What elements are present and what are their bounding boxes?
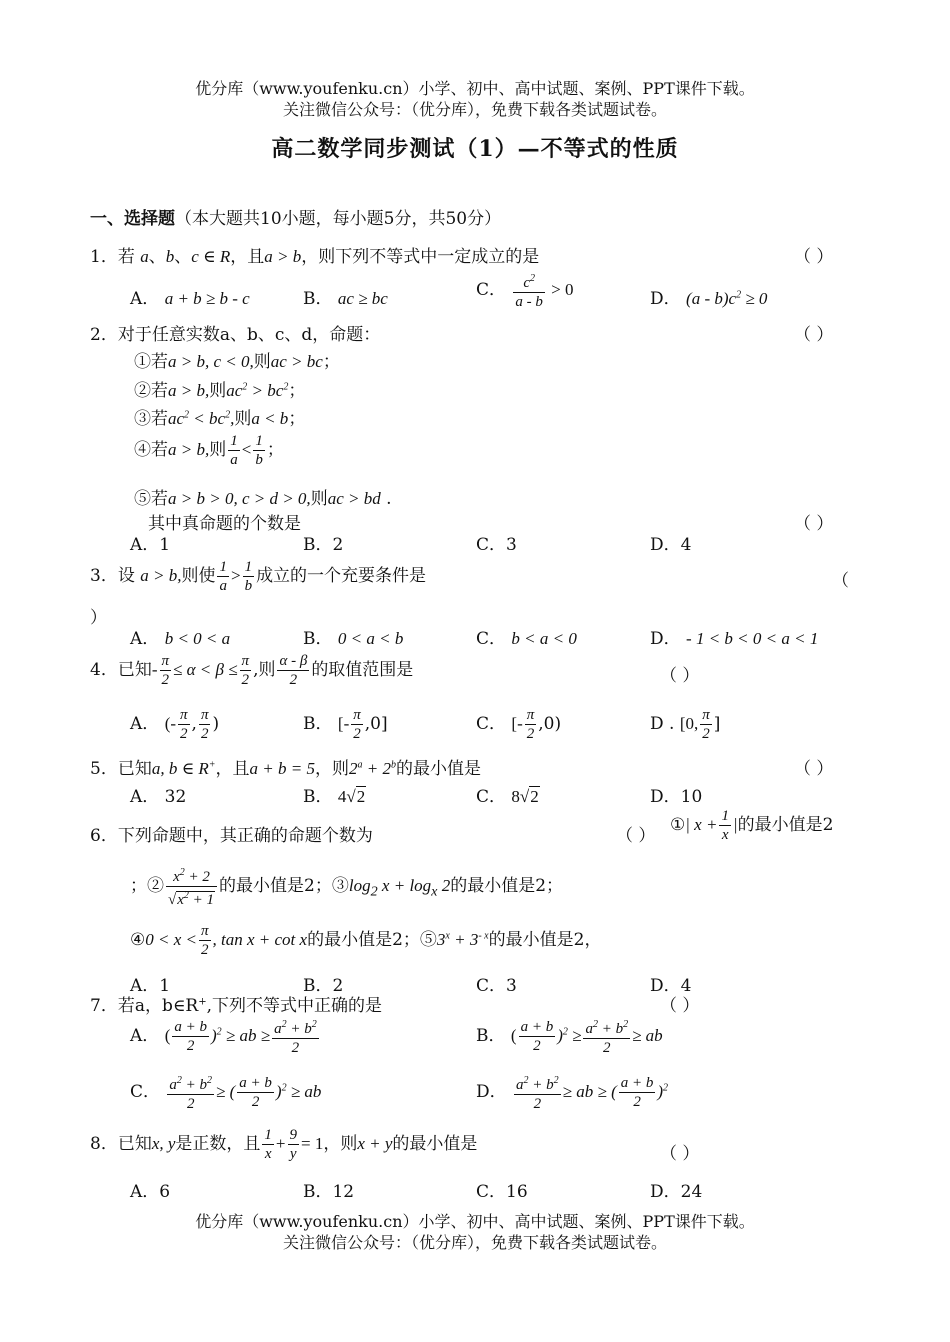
q1-c-gt: > 0 bbox=[546, 280, 574, 299]
q3-pre: 设 bbox=[117, 566, 135, 586]
q3-paren-close: ） bbox=[90, 608, 107, 628]
q7-c-f1: $\frac{a^2 + b^2}{2}$ bbox=[167, 1072, 214, 1113]
q4-b-expr: [- bbox=[337, 714, 350, 733]
q1-in: ∈ bbox=[198, 247, 220, 266]
q7-a-f1: $\frac{a + b}{2}$ bbox=[174, 1019, 207, 1054]
q1-a-expr: a + b ≥ b - c bbox=[164, 289, 250, 308]
q2-p2-ruo: 若 bbox=[151, 381, 168, 401]
q4-ze: 则 bbox=[258, 660, 276, 680]
q3-d-label: D． bbox=[650, 629, 681, 649]
q1-answer-paren: （ ） bbox=[794, 247, 834, 267]
q1-c: c bbox=[191, 247, 199, 266]
q7-d-end: )$^2$ bbox=[657, 1082, 669, 1101]
q7-post: ,下列不等式中正确的是 bbox=[206, 996, 383, 1016]
q1-b-label: B． bbox=[303, 289, 333, 309]
q4-a-f2: $\frac{\pi}{2}$ bbox=[200, 707, 209, 742]
q2-option-a: A．1 bbox=[130, 535, 171, 555]
header-banner bbox=[0, 78, 950, 120]
q6-option-b: B．2 bbox=[303, 976, 344, 996]
q3-option-b bbox=[303, 624, 403, 649]
q8-plus: + bbox=[275, 1134, 286, 1153]
q7-c-end: )$^2$ ≥ ab bbox=[275, 1082, 322, 1101]
q4-answer-paren: （ ） bbox=[660, 666, 700, 686]
q6-p2-post: 的最小值是2；③ bbox=[219, 876, 349, 896]
q3-cond: a > b, bbox=[140, 566, 182, 585]
q5-expr: $2^a + 2^b$ bbox=[349, 759, 396, 778]
q4-ineq: ≤ α < β ≤ bbox=[173, 660, 238, 679]
q1-mid: 且 bbox=[247, 247, 265, 267]
q1-d-expr: $(a - b)c^2 \ge 0$ bbox=[686, 289, 768, 308]
q2-p3-ruo: 若 bbox=[151, 409, 168, 429]
q4-minus: - bbox=[151, 660, 158, 679]
header-line-1: 优分库（www.youfenku.cn）小学、初中、高中试题、案例、PPT课件下载。 bbox=[195, 79, 755, 98]
q4-a-expr: (- bbox=[164, 714, 177, 733]
q1-stem: 1．若 a、b、c ∈ R，且a > b，则下列不等式中一定成立的是 bbox=[90, 247, 540, 267]
q6-text: 下列命题中，其正确的命题个数为 bbox=[117, 826, 373, 846]
q2-p4-frac-a: $\frac{1}{a}$ bbox=[230, 433, 238, 468]
q8-f1: $\frac{1}{x}$ bbox=[264, 1127, 272, 1162]
q5-c-expr: 8√2 bbox=[511, 787, 539, 806]
q6-p4-tan: , tan x + cot x bbox=[212, 930, 308, 949]
q6-prop-4-5 bbox=[130, 922, 601, 959]
q5-b-expr: 4√2 bbox=[337, 787, 366, 806]
q2-p5-ruo: 若 bbox=[151, 489, 168, 509]
q7-d-f1: $\frac{a^2 + b^2}{2}$ bbox=[514, 1072, 561, 1113]
q1-option-c bbox=[476, 270, 574, 311]
q1-a-label: A． bbox=[130, 289, 160, 309]
q8-answer-paren: （ ） bbox=[660, 1144, 700, 1164]
q6-p1-frac: $\frac{1}{x}$ bbox=[721, 808, 729, 843]
q7-option-b bbox=[476, 1016, 663, 1057]
q2-p3-ze: 则 bbox=[234, 409, 252, 429]
q3-number: 3． bbox=[90, 566, 118, 586]
q8-option-d: D．24 bbox=[650, 1182, 703, 1202]
q3-a-label: A． bbox=[130, 629, 160, 649]
q2-prop-1: ①若a > b, c < 0,则ac > bc； bbox=[134, 352, 340, 372]
q7-b-mid: )$^2$ ≥ bbox=[557, 1026, 582, 1045]
q7-b-end: ≥ ab bbox=[632, 1026, 663, 1045]
q8-post: 的最小值是 bbox=[392, 1134, 478, 1154]
q3-frac-a: $\frac{1}{a}$ bbox=[219, 559, 227, 594]
q7-option-a bbox=[130, 1016, 321, 1057]
q2-p4-expr: a > b, bbox=[168, 440, 210, 459]
q3-option-a bbox=[130, 624, 230, 649]
q7-b-f1: $\frac{a + b}{2}$ bbox=[520, 1019, 554, 1054]
q1-option-d bbox=[650, 284, 767, 309]
q6-p4-post: 的最小值是2；⑤ bbox=[307, 930, 437, 950]
q2-p4-num: ④ bbox=[134, 440, 151, 460]
q4-number: 4． bbox=[90, 660, 118, 680]
q4-a-label: A． bbox=[130, 714, 160, 734]
q3-frac-b: $\frac{1}{b}$ bbox=[244, 559, 253, 594]
q5-pre: 已知 bbox=[117, 759, 152, 779]
q4-d-expr: [0, bbox=[679, 714, 699, 733]
q6-p3-post: 的最小值是2； bbox=[450, 876, 564, 896]
q7-d-f2: $\frac{a + b}{2}$ bbox=[620, 1075, 654, 1110]
q6-p4-pre: ④ bbox=[130, 930, 146, 950]
q2-p5-num: ⑤ bbox=[134, 489, 151, 509]
q8-mid: 是正数，且 bbox=[175, 1134, 261, 1154]
q8-option-c: C．16 bbox=[476, 1182, 528, 1202]
q3-post: 成立的一个充要条件是 bbox=[256, 566, 427, 586]
q6-stem bbox=[90, 821, 373, 846]
q6-p5-expr: $3^x + 3^{- x}$ bbox=[436, 930, 489, 949]
q6-p4-expr: 0 < x < bbox=[145, 930, 197, 949]
q8-mid2: ，则 bbox=[323, 1134, 358, 1154]
q7-c-mid: ≥ ( bbox=[216, 1082, 236, 1101]
q7-a-p1: ( bbox=[164, 1026, 171, 1045]
q7-option-d bbox=[476, 1072, 668, 1113]
q7-stem: 7．若a，b∈R+,下列不等式中正确的是 bbox=[90, 996, 383, 1016]
q4-c-expr: [- bbox=[511, 714, 523, 733]
q3-stem bbox=[90, 558, 426, 595]
header-line-2: 关注微信公众号：（优分库），免费下载各类试题试卷。 bbox=[282, 100, 667, 119]
q5-b-label: B． bbox=[303, 787, 333, 807]
q6-p1-num: ① bbox=[670, 815, 686, 835]
q4-b-label: B． bbox=[303, 714, 333, 734]
q7-c-f2: $\frac{a + b}{2}$ bbox=[239, 1075, 272, 1110]
q6-p4-frac: $\frac{\pi}{2}$ bbox=[201, 923, 209, 958]
q4-option-b: B． [- $\frac{\pi}{2}$ ,0] bbox=[303, 707, 388, 742]
q7-a-label: A． bbox=[130, 1026, 160, 1046]
q8-option-b: B．12 bbox=[303, 1182, 355, 1202]
q4-c-f1: $\frac{\pi}{2}$ bbox=[526, 707, 535, 742]
q6-option-d: D．4 bbox=[650, 976, 692, 996]
q2-p2-num: ② bbox=[134, 381, 151, 401]
q3-c-expr: b < a < 0 bbox=[511, 629, 577, 648]
section-note: （本大题共10小题，每小题5分，共50分） bbox=[175, 209, 502, 229]
q1-d-label: D． bbox=[650, 289, 681, 309]
q7-b-p1: ( bbox=[510, 1026, 517, 1045]
footer-line-1: 优分库（www.youfenku.cn）小学、初中、高中试题、案例、PPT课件下载。 bbox=[195, 1212, 755, 1231]
section-heading bbox=[90, 204, 501, 229]
q6-number: 6． bbox=[90, 826, 118, 846]
q8-vars: x, y bbox=[151, 1134, 176, 1153]
q2-p2-ze: 则 bbox=[209, 381, 227, 401]
q5-post: 的最小值是 bbox=[395, 759, 481, 779]
q3-b-expr: 0 < a < b bbox=[337, 629, 404, 648]
q2-p1-num: ① bbox=[134, 352, 151, 372]
q4-post: 的取值范围是 bbox=[311, 660, 414, 680]
q2-number: 2． bbox=[90, 325, 118, 345]
q3-paren-open: （ bbox=[832, 571, 849, 591]
q8-number: 8． bbox=[90, 1134, 118, 1154]
q2-p3-expr: $ac^2 < bc^2$, bbox=[168, 409, 235, 428]
q4-c-label: C． bbox=[476, 714, 507, 734]
q7-answer-paren: （ ） bbox=[660, 996, 700, 1016]
q2-prop-5: ⑤若a > b > 0, c > d > 0,则ac > bd . bbox=[134, 489, 392, 509]
page-title: 高二数学同步测试（1）—不等式的性质 bbox=[271, 136, 679, 162]
q2-prop-3: ③若$ac^2 < bc^2$,则a < b； bbox=[134, 409, 306, 429]
q6-p1-post: 的最小值是2 bbox=[737, 815, 834, 835]
q2-p1-ze: 则 bbox=[253, 352, 271, 372]
q2-p4-lt: < bbox=[241, 440, 252, 459]
q6-option-a: A．1 bbox=[130, 976, 171, 996]
q8-eq: = 1 bbox=[301, 1134, 324, 1153]
q2-option-d: D．4 bbox=[650, 535, 692, 555]
q2-option-c: C．3 bbox=[476, 535, 517, 555]
q5-mid: ，且 bbox=[215, 759, 250, 779]
q4-d-f1: $\frac{\pi}{2}$ bbox=[702, 707, 710, 742]
q8-f2: $\frac{9}{y}$ bbox=[289, 1127, 298, 1162]
q5-mid2: ，则 bbox=[315, 759, 349, 779]
q4-option-c: C． [- $\frac{\pi}{2}$ ,0) bbox=[476, 707, 562, 742]
q1-math-vars: a bbox=[140, 247, 149, 266]
q1-number: 1． bbox=[90, 247, 118, 267]
q2-text: 对于任意实数a、b、c、d，命题： bbox=[117, 325, 381, 345]
q8-option-a: A．6 bbox=[130, 1182, 171, 1202]
q5-vars: a, b ∈ R+ bbox=[151, 759, 216, 778]
q3-gt: > bbox=[230, 566, 241, 585]
q5-number: 5． bbox=[90, 759, 118, 779]
q2-p5-res: ac > bd bbox=[327, 489, 381, 508]
q1-cond: a > b bbox=[264, 247, 302, 266]
q4-frac-2: $\frac{\pi}{2}$ bbox=[241, 653, 250, 688]
q4-frac-1: $\frac{\pi}{2}$ bbox=[161, 653, 170, 688]
q6-p2-pre: ；② bbox=[130, 876, 164, 896]
q1-option-a bbox=[130, 284, 250, 309]
q3-a-expr: b < 0 < a bbox=[164, 629, 231, 648]
q6-p1-expr: | x + bbox=[685, 815, 718, 834]
q4-d-label: D . bbox=[650, 714, 675, 734]
q1-c-frac: $\frac{c^2}{a - b}$ bbox=[513, 270, 545, 311]
q3-option-c bbox=[476, 624, 577, 649]
q5-option-c bbox=[476, 782, 540, 807]
q2-answer-paren: （ ） bbox=[794, 325, 834, 345]
q7-option-c bbox=[130, 1072, 321, 1113]
q4-option-a: A． (- $\frac{\pi}{2}$ , $\frac{\pi}{2}$ ) bbox=[130, 707, 220, 742]
q2-prop-2: ②若a > b,则$ac^2 > bc^2$； bbox=[134, 381, 306, 401]
q7-d-label: D． bbox=[476, 1082, 507, 1102]
q2-tail-paren: （ ） bbox=[794, 514, 834, 534]
q8-expr: x + y bbox=[357, 1134, 393, 1153]
q6-p3-expr: $\log_2 x + \log_x 2$ bbox=[348, 876, 451, 900]
q2-p1-expr: a > b, c < 0, bbox=[168, 352, 254, 371]
q2-tail: 其中真命题的个数是 bbox=[148, 514, 301, 534]
q7-b-f2: $\frac{a^2 + b^2}{2}$ bbox=[583, 1016, 630, 1057]
q2-p4-ze: 则 bbox=[209, 440, 227, 460]
q6-option-c: C．3 bbox=[476, 976, 517, 996]
q6-p1-bar: | bbox=[732, 815, 738, 834]
q2-option-b: B．2 bbox=[303, 535, 344, 555]
q5-option-a: A． 32 bbox=[130, 787, 187, 807]
q2-p5-expr: a > b > 0, c > d > 0, bbox=[168, 489, 311, 508]
q2-p4-frac-b: $\frac{1}{b}$ bbox=[255, 433, 263, 468]
q3-option-d bbox=[650, 624, 818, 649]
q6-prop-1 bbox=[670, 807, 833, 844]
q2-prop-4: ④若a > b,则 $\frac{1}{a}$ < $\frac{1}{b}$ ； bbox=[134, 433, 284, 468]
q5-option-b bbox=[303, 782, 366, 807]
q8-stem bbox=[90, 1126, 477, 1163]
q3-c-label: C． bbox=[476, 629, 507, 649]
q7-d-mid: ≥ ab ≥ ( bbox=[562, 1082, 617, 1101]
q3-shi: 则使 bbox=[181, 566, 216, 586]
q5-stem bbox=[90, 754, 481, 779]
q1-b-expr: ac ≥ bc bbox=[337, 289, 388, 308]
q4-b-f1: $\frac{\pi}{2}$ bbox=[353, 707, 361, 742]
q2-p5-ze: 则 bbox=[310, 489, 328, 509]
q6-prop-2-3 bbox=[130, 864, 563, 909]
q2-p1-ruo: 若 bbox=[151, 352, 168, 372]
q7-text: 若a，b∈R bbox=[117, 996, 199, 1016]
q4-stem: 4．已知- $\frac{\pi}{2}$ ≤ α < β ≤ $\frac{\pi}{2}$ ,则 $\frac{\alpha - \beta}{2}$ 的取值范围是 bbox=[90, 653, 414, 688]
q2-p2-expr: a > b, bbox=[168, 381, 210, 400]
q7-c-label: C． bbox=[130, 1082, 161, 1102]
q7-a-mid: )$^2$ ≥ ab ≥ bbox=[210, 1026, 271, 1045]
q5-answer-paren: （ ） bbox=[794, 759, 834, 779]
q2-p4-ruo: 若 bbox=[151, 440, 168, 460]
q2-p2-res: $ac^2 > bc^2$ bbox=[226, 381, 289, 400]
footer-line-2: 关注微信公众号：（优分库），免费下载各类试题试卷。 bbox=[282, 1233, 667, 1252]
q1-c-label: C． bbox=[476, 280, 507, 300]
q6-answer-paren: （ ） bbox=[616, 826, 656, 846]
q1-end: ，则下列不等式中一定成立的是 bbox=[301, 247, 540, 267]
q7-b-label: B． bbox=[476, 1026, 506, 1046]
q5-c-label: C． bbox=[476, 787, 507, 807]
q4-option-d: D . [0, $\frac{\pi}{2}$ ] bbox=[650, 707, 721, 742]
q8-pre: 已知 bbox=[117, 1134, 152, 1154]
q6-p2-frac: $\frac{x^2 + 2}{√x^2 + 1}$ bbox=[166, 864, 217, 909]
q3-d-expr: - 1 < b < 0 < a < 1 bbox=[686, 629, 819, 648]
q2-p3-num: ③ bbox=[134, 409, 151, 429]
section-title: 一、选择题 bbox=[90, 209, 175, 229]
q7-a-f2: $\frac{a^2 + b^2}{2}$ bbox=[272, 1016, 319, 1057]
q5-option-d: D．10 bbox=[650, 787, 703, 807]
footer-banner bbox=[0, 1211, 950, 1253]
q2-p3-res: a < b bbox=[251, 409, 289, 428]
q4-pre: 已知 bbox=[117, 660, 152, 680]
q4-a-f1: $\frac{\pi}{2}$ bbox=[180, 707, 188, 742]
q1-pre: 若 bbox=[117, 247, 135, 267]
q1-R: R bbox=[219, 247, 231, 266]
q1-option-b bbox=[303, 284, 388, 309]
q1-b: b bbox=[165, 247, 175, 266]
q2-stem bbox=[90, 320, 380, 345]
q4-frac-3: $\frac{\alpha - \beta}{2}$ bbox=[279, 653, 308, 688]
q2-p1-res: ac > bc bbox=[270, 352, 323, 371]
q5-cond: a + b = 5 bbox=[249, 759, 315, 778]
q6-p5-post: 的最小值是2， bbox=[488, 930, 602, 950]
q3-b-label: B． bbox=[303, 629, 333, 649]
q7-number: 7． bbox=[90, 996, 118, 1016]
